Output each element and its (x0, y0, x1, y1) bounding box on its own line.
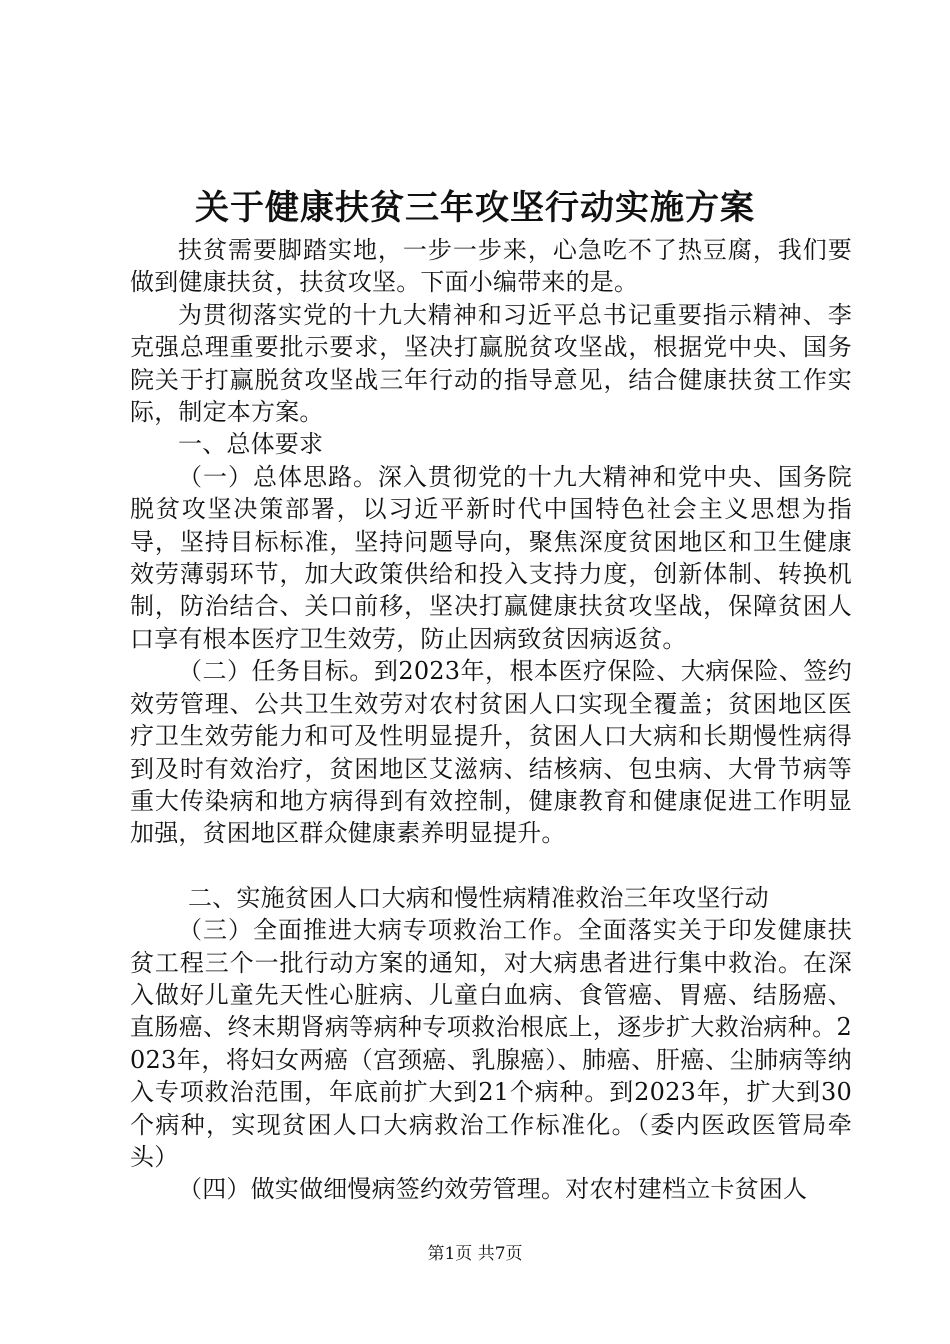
paragraph-intro: 扶贫需要脚踏实地，一步一步来，心急吃不了热豆腐，我们要做到健康扶贫，扶贫攻坚。下面小编带来的是。 (130, 236, 852, 297)
document-title: 关于健康扶贫三年攻坚行动实施方案 (195, 188, 755, 228)
paragraph-chronic-disease-management: （四）做实做细慢病签约效劳管理。对农村建档立卡贫困人 (178, 1175, 808, 1204)
paragraph-purpose: 为贯彻落实党的十九大精神和习近平总书记重要指示精神、李克强总理重要批示要求，坚决打赢脱贫攻坚战，根据党中央、国务院关于打赢脱贫攻坚战三年行动的指导意见，结合健康扶贫工作实际，制定本方案。 (130, 300, 852, 427)
paragraph-task-goals: （二）任务目标。到2023年，根本医疗保险、大病保险、签约效劳管理、公共卫生效劳对农村贫困人口实现全覆盖；贫困地区医疗卫生效劳能力和可及性明显提升，贫困人口大病和长期慢性病得到及时有效治疗，贫困地区艾滋病、结核病、包虫病、大骨节病等重大传染病和地方病得到有效控制，健康教育和健康促进工作明显加强，贫困地区群众健康素养明显提升。 (130, 657, 852, 848)
paragraph-major-disease-treatment: （三）全面推进大病专项救治工作。全面落实关于印发健康扶贫工程三个一批行动方案的通知，对大病患者进行集中救治。在深入做好儿童先天性心脏病、儿童白血病、食管癌、胃癌、结肠癌、直肠癌、终末期肾病等病种专项救治根底上，逐步扩大救治病种。2023年，将妇女两癌（宫颈癌、乳腺癌）、肺癌、肝癌、尘肺病等纳入专项救治范围，年底前扩大到21个病种。到2023年，扩大到30个病种，实现贫困人口大病救治工作标准化。（委内医政医管局牵头） (130, 916, 852, 1171)
document-body (130, 234, 852, 1206)
page-number-footer: 第1页 共7页 (427, 1244, 523, 1264)
section-heading-general-requirements: 一、总体要求 (178, 430, 324, 459)
paragraph-overall-approach: （一）总体思路。深入贯彻党的十九大精神和党中央、国务院脱贫攻坚决策部署，以习近平新时代中国特色社会主义思想为指导，坚持目标标准，坚持问题导向，聚焦深度贫困地区和卫生健康效劳薄弱环节，加大政策供给和投入支持力度，创新体制、转换机制，防治结合、关口前移，坚决打赢健康扶贫攻坚战，保障贫困人口享有根本医疗卫生效劳，防止因病致贫因病返贫。 (130, 462, 852, 653)
section-heading-precision-treatment: 二、实施贫困人口大病和慢性病精准救治三年攻坚行动 (188, 883, 769, 912)
